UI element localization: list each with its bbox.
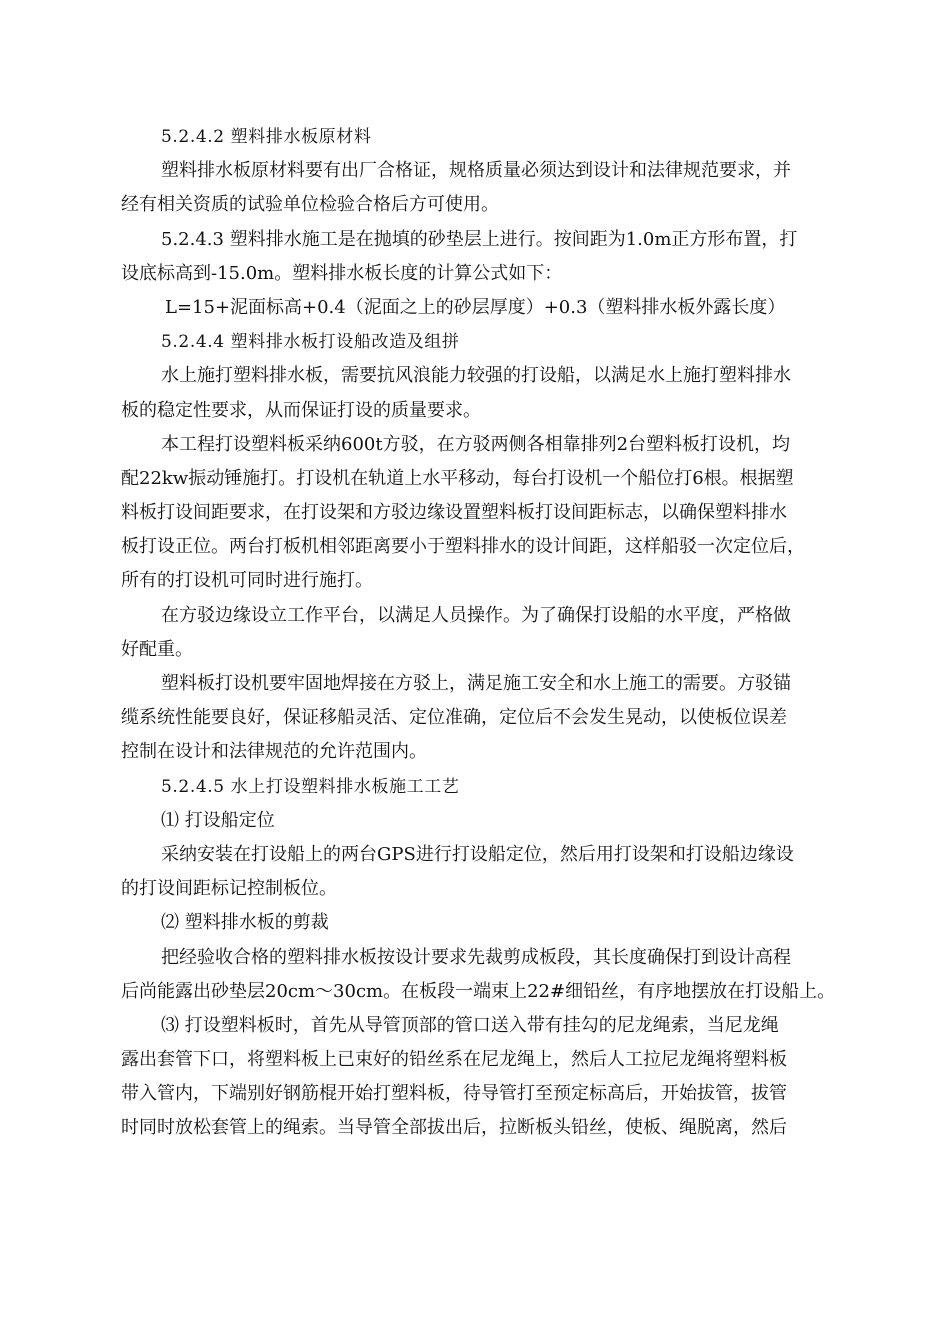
- paragraph-line: 好配重。: [121, 638, 193, 660]
- paragraph-line: 板的稳定性要求，从而保证打设的质量要求。: [121, 399, 481, 421]
- section-heading-5-2-4-5: 5.2.4.5 水上打设塑料排水板施工工艺: [161, 776, 460, 797]
- paragraph-line: 料板打设间距要求，在打设架和方驳边缘设置塑料板打设间距标志，以确保塑料排水: [121, 502, 787, 524]
- paragraph-line: 塑料板打设机要牢固地焊接在方驳上，满足施工安全和水上施工的需要。方驳锚: [161, 673, 791, 694]
- paragraph-line: 时同时放松套管上的绳索。当导管全部拔出后，拉断板头铅丝，使板、绳脱离，然后: [121, 1117, 787, 1139]
- paragraph-line: 控制在设计和法律规范的允许范围内。: [121, 741, 427, 763]
- paragraph-line: 经有相关资质的试验单位检验合格后方可使用。: [121, 194, 499, 216]
- paragraph-line: 本工程打设塑料板采纳600t方驳，在方驳两侧各相靠排列2台塑料板打设机，均: [161, 433, 791, 455]
- paragraph-line: 板打设正位。两台打板机相邻距离要小于塑料排水的设计间距，这样船驳一次定位后，: [121, 536, 805, 558]
- paragraph-line: 的打设间距标记控制板位。: [121, 878, 337, 900]
- paragraph-line: 配22kw振动锤施打。打设机在轨道上水平移动，每台打设机一个船位打6根。根据塑: [121, 467, 794, 489]
- paragraph-line: 水上施打塑料排水板，需要抗风浪能力较强的打设船，以满足水上施打塑料排水: [161, 365, 791, 387]
- section-heading-5-2-4-2: 5.2.4.2 塑料排水板原材料: [161, 127, 372, 147]
- paragraph-line: 塑料排水板原材料要有出厂合格证，规格质量必须达到设计和法律规范要求，并: [161, 160, 791, 182]
- paragraph-line: 设底标高到-15.0m。塑料排水板长度的计算公式如下：: [121, 262, 563, 284]
- paragraph-line: 露出套管下口，将塑料板上已束好的铅丝系在尼龙绳上，然后人工拉尼龙绳将塑料板: [121, 1049, 787, 1071]
- section-heading-5-2-4-3: 5.2.4.3 塑料排水施工是在抛填的砂垫层上进行。按间距为1.0m正方形布置，打: [161, 228, 798, 250]
- document-body: [121, 120, 851, 1146]
- paragraph-line: 缆系统性能要良好，保证移船灵活、定位准确，定位后不会发生晃动，以使板位误差: [121, 707, 787, 729]
- section-heading-5-2-4-4: 5.2.4.4 塑料排水板打设船改造及组拼: [161, 332, 460, 353]
- paragraph-line: 采纳安装在打设船上的两台GPS进行打设船定位，然后用打设架和打设船边缘设: [161, 843, 794, 865]
- paragraph-line: 在方驳边缘设立工作平台，以满足人员操作。为了确保打设船的水平度，严格做: [161, 604, 791, 626]
- paragraph-line-step-3: ⑶ 打设塑料板时，首先从导管顶部的管口送入带有挂勾的尼龙绳索，当尼龙绳: [161, 1014, 779, 1036]
- paragraph-line: 带入管内，下端别好钢筋棍开始打塑料板，待导管打至预定标高后，开始拔管，拔管: [121, 1083, 787, 1105]
- paragraph-line: 把经验收合格的塑料排水板按设计要求先裁剪成板段，其长度确保打到设计高程: [161, 946, 791, 968]
- subheading-step-2: ⑵ 塑料排水板的剪裁: [161, 912, 329, 934]
- subheading-step-1: ⑴ 打设船定位: [161, 809, 275, 831]
- paragraph-line: 所有的打设机可同时进行施打。: [121, 570, 373, 592]
- paragraph-line: 后尚能露出砂垫层20cm～30cm。在板段一端束上22#细铅丝，有序地摆放在打设船上。: [121, 980, 836, 1002]
- formula-line: L=15+泥面标高+0.4（泥面之上的砂层厚度）+0.3（塑料排水板外露长度）: [165, 296, 786, 318]
